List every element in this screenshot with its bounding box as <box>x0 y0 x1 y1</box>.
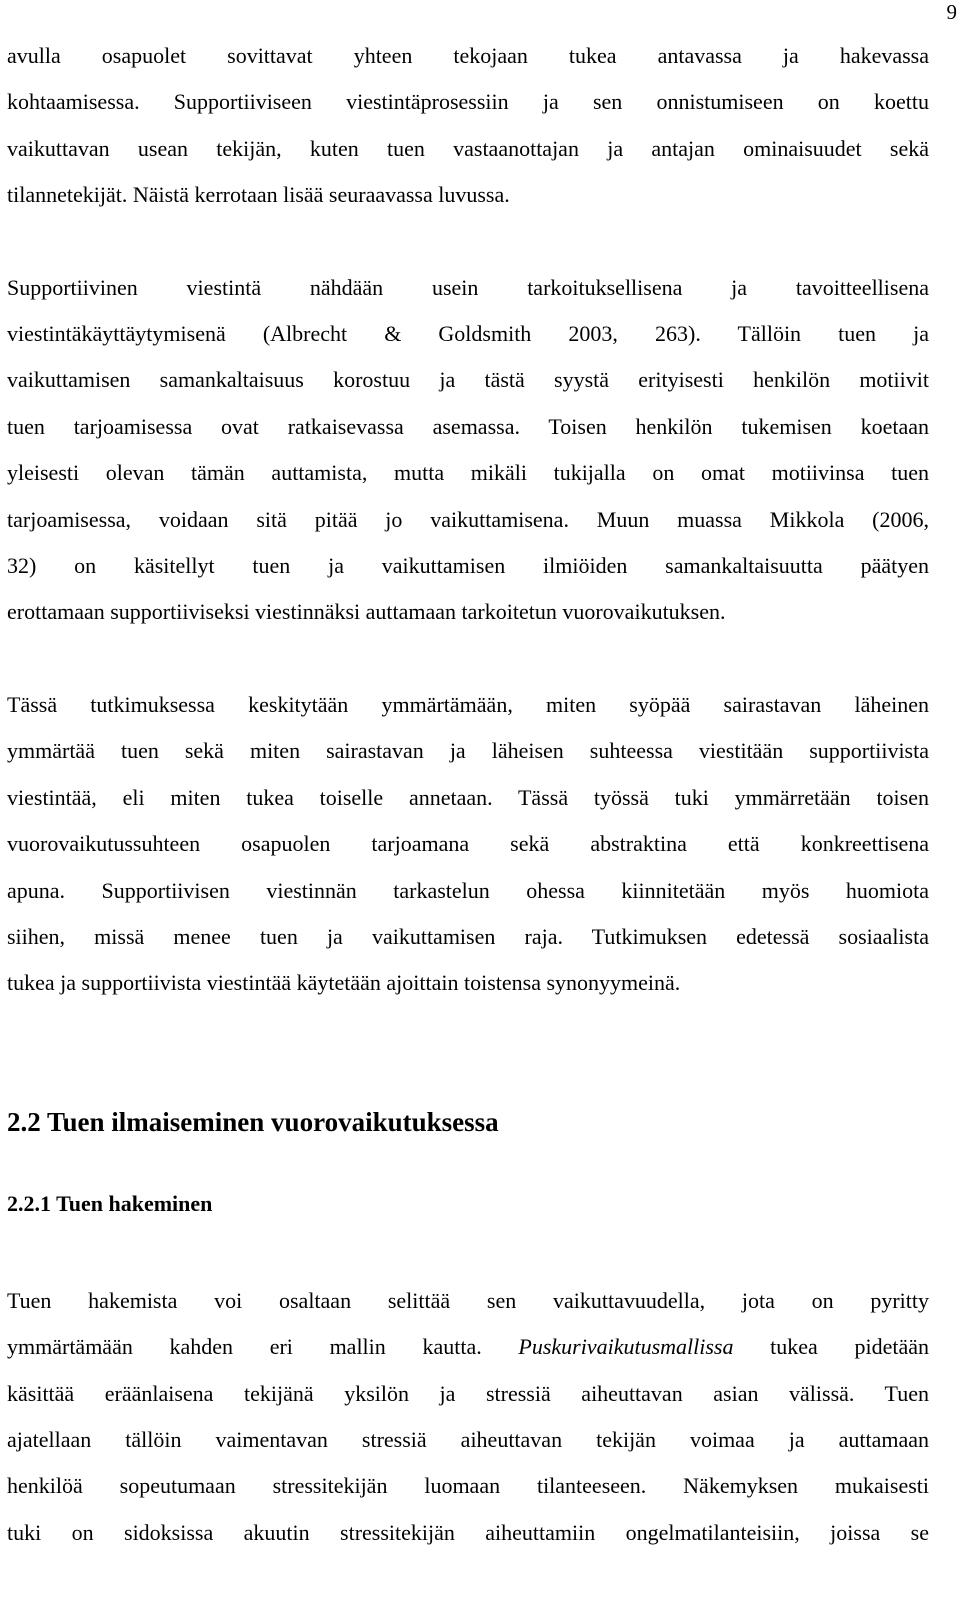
paragraph-line <box>7 1324 929 1370</box>
paragraph-line: ymmärtää tuen sekä miten sairastavan ja läheisen suhteessa viestitään supportiivista <box>7 738 929 764</box>
page-number: 9 <box>946 0 957 24</box>
paragraph-line: erottamaan supportiiviseksi viestinnäksi auttamaan tarkoitetun vuorovaikutuksen. <box>7 599 726 625</box>
paragraph-line: viestintää, eli miten tukea toiselle annetaan. Tässä työssä tuki ymmärretään toisen <box>7 784 929 810</box>
paragraph-line: Tässä tutkimuksessa keskitytään ymmärtämään, miten syöpää sairastavan läheinen <box>7 691 929 717</box>
paragraph-line: avulla osapuolet sovittavat yhteen tekojaan tukea antavassa ja hakevassa <box>7 43 929 68</box>
paragraph-line: tuki on sidoksissa akuutin stressitekijän aiheuttamiin ongelmatilanteisiin, joissa se <box>7 1519 929 1545</box>
paragraph-line: yleisesti olevan tämän auttamista, mutta mikäli tukijalla on omat motiivinsa tuen <box>7 460 929 486</box>
paragraph-line: Tuen hakemista voi osaltaan selittää sen vaikuttavuudella, jota on pyritty <box>7 1287 929 1313</box>
document-body <box>7 33 929 1556</box>
paragraph-4 <box>7 1278 929 1556</box>
paragraph-line: vaikuttavan usean tekijän, kuten tuen vastaanottajan ja antajan ominaisuudet sekä <box>7 135 929 161</box>
paragraph-line: vuorovaikutussuhteen osapuolen tarjoamana sekä abstraktina että konkreettisena <box>7 831 929 857</box>
paragraph-line: viestintäkäyttäytymisenä (Albrecht & Goldsmith 2003, 263). Tällöin tuen ja <box>7 321 929 347</box>
paragraph-line: henkilöä sopeutumaan stressitekijän luomaan tilanteeseen. Näkemyksen mukaisesti <box>7 1473 929 1499</box>
paragraph-line: Supportiivinen viestintä nähdään usein tarkoituksellisena ja tavoitteellisena <box>7 274 929 300</box>
paragraph-text: ymmärtämään kahden eri mallin kautta. <box>7 1334 519 1360</box>
paragraph-line: tuen tarjoamisessa ovat ratkaisevassa asemassa. Toisen henkilön tukemisen koetaan <box>7 413 929 439</box>
paragraph-line: käsittää eräänlaisena tekijänä yksilön ja stressiä aiheuttavan asian välissä. Tuen <box>7 1380 929 1406</box>
paragraph-3 <box>7 682 929 1007</box>
paragraph-line: 32) on käsitellyt tuen ja vaikuttamisen ilmiöiden samankaltaisuutta päätyen <box>7 553 929 579</box>
paragraph-line: vaikuttamisen samankaltaisuus korostuu ja tästä syystä erityisesti henkilön motiivit <box>7 367 929 393</box>
paragraph-1 <box>7 33 929 219</box>
emphasized-term: Puskurivaikutusmallissa <box>518 1334 734 1360</box>
paragraph-line: kohtaamisessa. Supportiiviseen viestintäprosessiin ja sen onnistumiseen on koettu <box>7 89 929 115</box>
paragraph-line: tukea ja supportiivista viestintää käytetään ajoittain toistensa synonyymeinä. <box>7 970 681 996</box>
paragraph-line: ajatellaan tällöin vaimentavan stressiä aiheuttavan tekijän voimaa ja auttamaan <box>7 1426 929 1452</box>
paragraph-2 <box>7 265 929 636</box>
subsection-heading: 2.2.1 Tuen hakeminen <box>7 1190 213 1216</box>
paragraph-line: tilannetekijät. Näistä kerrotaan lisää seuraavassa luvussa. <box>7 182 510 208</box>
paragraph-line: siihen, missä menee tuen ja vaikuttamisen raja. Tutkimuksen edetessä sosiaalista <box>7 923 929 949</box>
paragraph-text: tukea pidetään <box>733 1334 929 1360</box>
paragraph-line: apuna. Supportiivisen viestinnän tarkastelun ohessa kiinnitetään myös huomiota <box>7 877 929 903</box>
paragraph-line: tarjoamisessa, voidaan sitä pitää jo vaikuttamisena. Muun muassa Mikkola (2006, <box>7 506 929 532</box>
section-heading: 2.2 Tuen ilmaiseminen vuorovaikutuksessa <box>7 1106 499 1137</box>
